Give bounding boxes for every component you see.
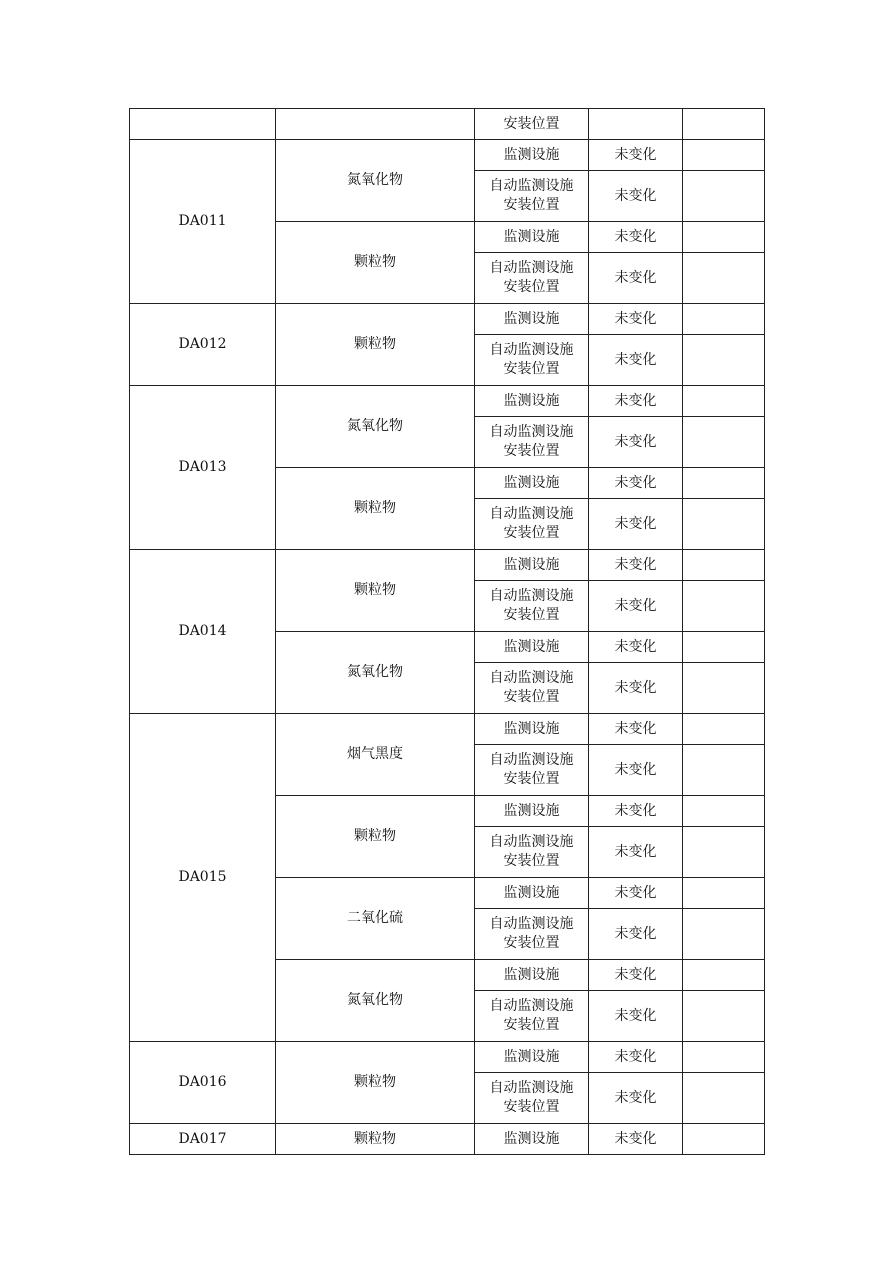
note-cell: [683, 140, 765, 171]
pollutant-cell: 二氧化硫: [276, 878, 475, 960]
status-cell: 未变化: [589, 386, 683, 417]
outlet-cell: DA015: [130, 714, 276, 1042]
status-cell: 未变化: [589, 960, 683, 991]
item-cell: 监测设施: [475, 960, 589, 991]
status-cell: 未变化: [589, 171, 683, 222]
table-row: [130, 386, 765, 417]
note-cell: [683, 909, 765, 960]
outlet-cell: DA013: [130, 386, 276, 550]
table-row: [130, 714, 765, 745]
pollutant-cell: 颗粒物: [276, 1042, 475, 1124]
item-cell: 自动监测设施 安装位置: [475, 745, 589, 796]
status-cell: 未变化: [589, 468, 683, 499]
status-cell: 未变化: [589, 827, 683, 878]
note-cell: [683, 745, 765, 796]
note-cell: [683, 796, 765, 827]
item-cell: 监测设施: [475, 714, 589, 745]
status-cell: 未变化: [589, 417, 683, 468]
note-cell: [683, 171, 765, 222]
item-cell: 自动监测设施 安装位置: [475, 335, 589, 386]
item-cell: 监测设施: [475, 386, 589, 417]
note-cell: [683, 632, 765, 663]
note-cell: [683, 109, 765, 140]
item-cell: 监测设施: [475, 1042, 589, 1073]
pollutant-cell: 颗粒物: [276, 550, 475, 632]
table-row: [130, 304, 765, 335]
note-cell: [683, 499, 765, 550]
table-row: [130, 1042, 765, 1073]
status-cell: 未变化: [589, 253, 683, 304]
note-cell: [683, 335, 765, 386]
status-cell: 未变化: [589, 991, 683, 1042]
outlet-cell: DA011: [130, 140, 276, 304]
pollutant-cell: 颗粒物: [276, 468, 475, 550]
status-cell: 未变化: [589, 1124, 683, 1155]
status-cell: [589, 109, 683, 140]
pollutant-cell: 颗粒物: [276, 796, 475, 878]
item-cell: 自动监测设施 安装位置: [475, 1073, 589, 1124]
item-cell: 自动监测设施 安装位置: [475, 827, 589, 878]
note-cell: [683, 304, 765, 335]
item-cell: 监测设施: [475, 140, 589, 171]
pollutant-cell: 氮氧化物: [276, 386, 475, 468]
pollutant-cell: 颗粒物: [276, 1124, 475, 1155]
pollutant-cell: 颗粒物: [276, 304, 475, 386]
table-row: [130, 550, 765, 581]
table-row: [130, 1124, 765, 1155]
item-cell: 监测设施: [475, 1124, 589, 1155]
outlet-cell: [130, 109, 276, 140]
outlet-cell: DA017: [130, 1124, 276, 1155]
pollutant-cell: 氮氧化物: [276, 960, 475, 1042]
status-cell: 未变化: [589, 550, 683, 581]
status-cell: 未变化: [589, 796, 683, 827]
item-cell: 自动监测设施 安装位置: [475, 663, 589, 714]
status-cell: 未变化: [589, 1042, 683, 1073]
note-cell: [683, 581, 765, 632]
status-cell: 未变化: [589, 499, 683, 550]
item-cell: 监测设施: [475, 468, 589, 499]
note-cell: [683, 1073, 765, 1124]
outlet-cell: DA016: [130, 1042, 276, 1124]
status-cell: 未变化: [589, 222, 683, 253]
status-cell: 未变化: [589, 909, 683, 960]
note-cell: [683, 827, 765, 878]
status-cell: 未变化: [589, 140, 683, 171]
item-cell: 自动监测设施 安装位置: [475, 253, 589, 304]
outlet-cell: DA014: [130, 550, 276, 714]
item-cell: 自动监测设施 安装位置: [475, 581, 589, 632]
item-cell: 自动监测设施 安装位置: [475, 909, 589, 960]
note-cell: [683, 663, 765, 714]
pollutant-cell: 烟气黑度: [276, 714, 475, 796]
item-cell: 自动监测设施 安装位置: [475, 171, 589, 222]
item-cell: 监测设施: [475, 632, 589, 663]
note-cell: [683, 386, 765, 417]
item-cell: 监测设施: [475, 550, 589, 581]
monitoring-table: [129, 108, 765, 1155]
status-cell: 未变化: [589, 714, 683, 745]
status-cell: 未变化: [589, 745, 683, 796]
note-cell: [683, 417, 765, 468]
item-cell: 监测设施: [475, 878, 589, 909]
status-cell: 未变化: [589, 1073, 683, 1124]
pollutant-cell: 氮氧化物: [276, 140, 475, 222]
note-cell: [683, 714, 765, 745]
pollutant-cell: 氮氧化物: [276, 632, 475, 714]
note-cell: [683, 550, 765, 581]
item-cell: 监测设施: [475, 796, 589, 827]
pollutant-cell: [276, 109, 475, 140]
item-cell: 自动监测设施 安装位置: [475, 499, 589, 550]
outlet-cell: DA012: [130, 304, 276, 386]
monitoring-table-body: [130, 109, 765, 1155]
status-cell: 未变化: [589, 335, 683, 386]
note-cell: [683, 1042, 765, 1073]
status-cell: 未变化: [589, 581, 683, 632]
status-cell: 未变化: [589, 878, 683, 909]
continuation-row: [130, 109, 765, 140]
item-cell: 自动监测设施 安装位置: [475, 991, 589, 1042]
status-cell: 未变化: [589, 304, 683, 335]
item-cell: 监测设施: [475, 304, 589, 335]
note-cell: [683, 468, 765, 499]
note-cell: [683, 253, 765, 304]
note-cell: [683, 991, 765, 1042]
status-cell: 未变化: [589, 632, 683, 663]
item-cell: 安装位置: [475, 109, 589, 140]
note-cell: [683, 1124, 765, 1155]
item-cell: 自动监测设施 安装位置: [475, 417, 589, 468]
item-cell: 监测设施: [475, 222, 589, 253]
pollutant-cell: 颗粒物: [276, 222, 475, 304]
note-cell: [683, 878, 765, 909]
table-row: [130, 140, 765, 171]
status-cell: 未变化: [589, 663, 683, 714]
note-cell: [683, 222, 765, 253]
note-cell: [683, 960, 765, 991]
